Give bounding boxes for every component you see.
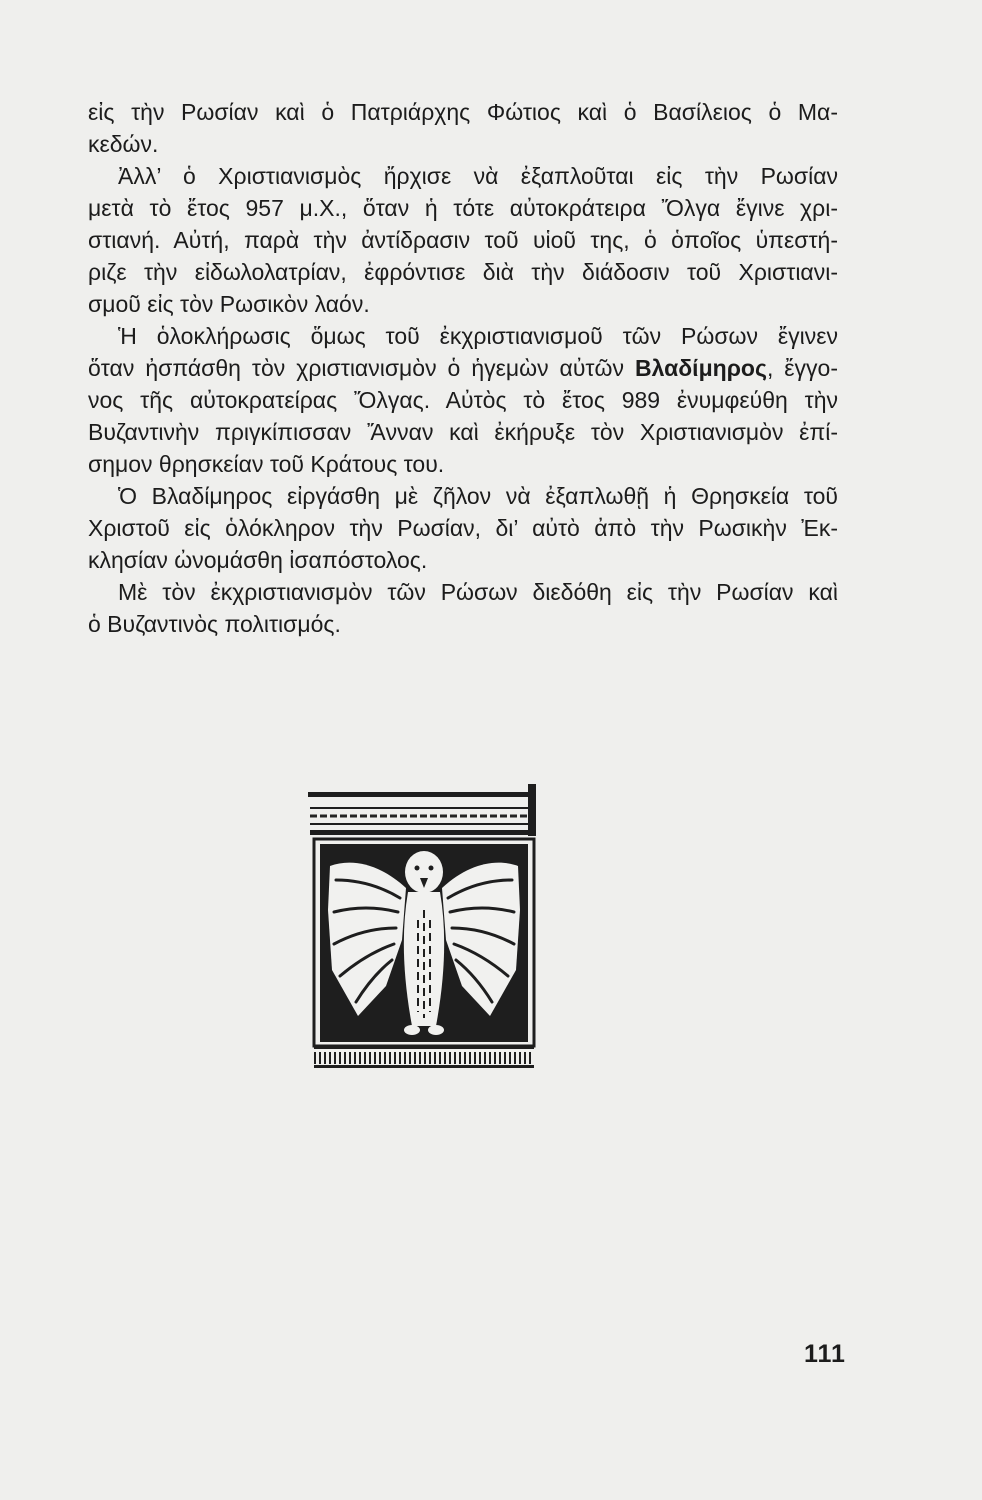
text-segment: ὅταν ἠσπάσθη τὸν χριστιανισμὸν ὁ ἡγεμὼν αὐτῶν: [88, 355, 624, 381]
illustration-top-border: [308, 784, 536, 836]
text-line: σημον θρησκείαν τοῦ Κράτους του.: [88, 451, 445, 477]
page-number: 111: [804, 1340, 846, 1368]
text-line: εἰς τὴν Ρωσίαν καὶ ὁ Πατριάρχης Φώτιος καὶ ὁ Βασίλειος ὁ Μα-: [88, 99, 838, 125]
text-line: Βυζαντινὴν πριγκίπισσαν Ἄνναν καὶ ἐκήρυξε τὸν Χριστιανισμὸν ἐπί-: [88, 419, 838, 445]
text-line: Χριστοῦ εἰς ὁλόκληρον τὴν Ρωσίαν, δι’ αὐτὸ ἀπὸ τὴν Ρωσικὴν Ἐκ-: [88, 515, 838, 541]
text-line: στιανή. Αὐτή, παρὰ τὴν ἀντίδρασιν τοῦ υἱοῦ της, ὁ ὁποῖος ὑπεστή-: [88, 227, 838, 253]
text-line: νος τῆς αὐτοκρατείρας Ὄλγας. Αὐτὸς τὸ ἔτος 989 ἐνυμφεύθη τὴν: [88, 387, 838, 413]
illustration-bottom-border: [314, 1046, 534, 1068]
text-line: κλησίαν ὠνομάσθη ἰσαπόστολος.: [88, 547, 428, 573]
body-text: [88, 96, 838, 640]
text-line: [88, 352, 838, 384]
text-line: μετὰ τὸ ἔτος 957 μ.Χ., ὅταν ἡ τότε αὐτοκράτειρα Ὄλγα ἔγινε χρι-: [88, 195, 838, 221]
text-line: σμοῦ εἰς τὸν Ρωσικὸν λαόν.: [88, 291, 370, 317]
text-line: Μὲ τὸν ἐκχριστιανισμὸν τῶν Ρώσων διεδόθη εἰς τὴν Ρωσίαν καὶ: [118, 579, 838, 605]
text-line: ὁ Βυζαντινὸς πολιτισμός.: [88, 611, 341, 637]
eagle-woodcut-icon: [300, 780, 545, 1080]
text-line: Ἀλλ’ ὁ Χριστιανισμὸς ἤρχισε νὰ ἐξαπλοῦται εἰς τὴν Ρωσίαν: [118, 163, 838, 189]
text-line: Ἡ ὁλοκλήρωσις ὅμως τοῦ ἐκχριστιανισμοῦ τῶν Ρώσων ἔγινεν: [118, 323, 838, 349]
text-line: ριζε τὴν εἰδωλολατρίαν, ἐφρόντισε διὰ τὴν διάδοσιν τοῦ Χριστιανι-: [88, 259, 838, 285]
text-line: Ὁ Βλαδίμηρος εἰργάσθη μὲ ζῆλον νὰ ἐξαπλωθῇ ἡ Θρησκεία τοῦ: [118, 483, 838, 509]
text-line: κεδών.: [88, 131, 159, 157]
text-segment: , ἔγγο-: [766, 355, 839, 381]
bold-name-vladimir: Βλαδίμηρος: [634, 355, 767, 381]
